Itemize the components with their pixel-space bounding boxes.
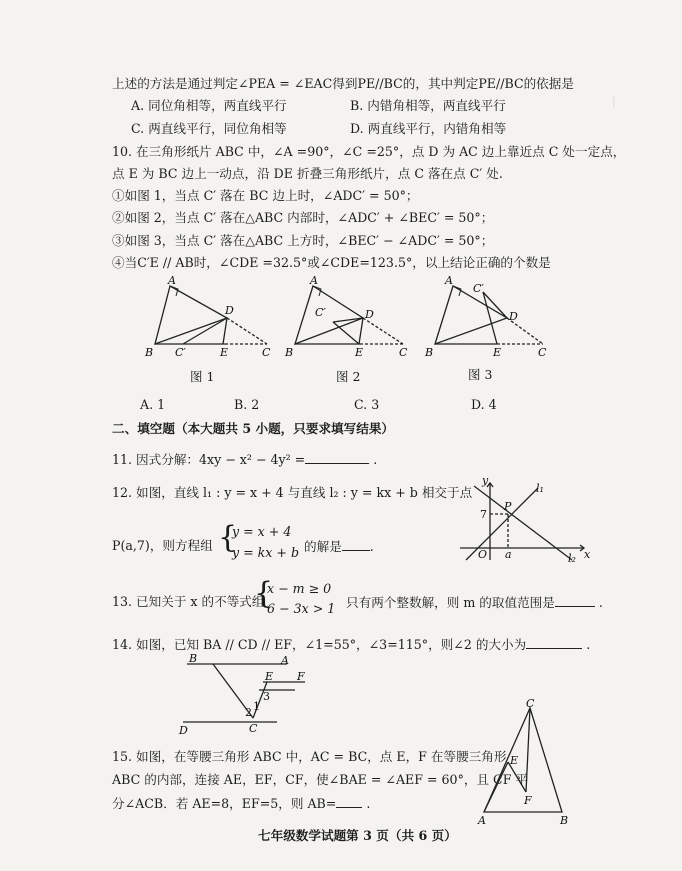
q10-answer-a: A. 1: [140, 397, 166, 412]
q15-figure: [476, 698, 586, 828]
q11-answer-blank[interactable]: [305, 451, 369, 464]
q12-stem-2-suffix: 的解是 .: [304, 539, 374, 554]
q10-answer-b: B. 2: [234, 397, 260, 412]
q14-label-b: B: [189, 652, 198, 665]
fig2-label-c-prime: C′: [315, 306, 326, 319]
q14-stem: 14. 如图，已知 BA // CD // EF，∠1=55°，∠3=115°，则∠2 的大小为: [112, 637, 527, 652]
q13-system-ineq1: x − m ≥ 0: [267, 581, 332, 596]
q11-stem: 11. 因式分解：4xy − x² − 4y² =: [112, 452, 306, 467]
q15-stem-3-text: 分∠ACB．若 AE=8，EF=5，则 AB=: [112, 796, 337, 811]
fig2-label-c: C: [399, 346, 408, 359]
q12-system-eq1: y = x + 4: [232, 524, 292, 539]
q9-option-b: B. 内错角相等，两直线平行: [350, 98, 506, 113]
q14-label-d: D: [179, 724, 188, 737]
q15-label-a: A: [478, 814, 486, 827]
q15-stem-2: ABC 的内部，连接 AE，EF，CF，使∠BAE = ∠AEF = 60°，且 CF 平: [112, 772, 529, 787]
q14-label-c: C: [249, 722, 258, 735]
q12-graph-label-a: a: [505, 548, 512, 561]
q9-option-d: D. 两直线平行，内错角相等: [350, 121, 507, 136]
fig1-label-b: B: [145, 346, 154, 359]
fig1-label-c: C: [262, 346, 271, 359]
q12-graph-label-l1: l₁: [536, 482, 544, 495]
fig2-label-d: D: [365, 308, 374, 321]
q12-system-brace: {: [218, 520, 238, 555]
q12-graph-label-7: 7: [480, 508, 487, 521]
q13-answer-blank[interactable]: [555, 594, 595, 607]
q13-stem-prefix: 13. 已知关于 x 的不等式组: [112, 594, 265, 609]
fig1-label-d: D: [225, 304, 234, 317]
fig1-label-a: A: [168, 274, 176, 287]
figure-2-caption: 图 2: [336, 369, 361, 384]
fig3-label-c-prime: C′: [473, 282, 484, 295]
fig1-label-e: E: [220, 346, 229, 359]
fig3-label-c: C: [538, 346, 547, 359]
fig2-label-b: B: [285, 346, 294, 359]
q12-suffix-text: 的解是: [304, 539, 342, 554]
q15-label-b: B: [560, 814, 569, 827]
q15-answer-blank[interactable]: [336, 795, 362, 808]
q14-figure: [175, 652, 335, 737]
figure-3: [425, 274, 565, 359]
q10-answer-d: D. 4: [471, 397, 497, 412]
q14-label-1: 1: [253, 700, 260, 713]
q15-stem-1: 15. 如图，在等腰三角形 ABC 中，AC = BC，点 E，F 在等腰三角形: [112, 749, 507, 764]
figure-1-caption: 图 1: [190, 369, 215, 384]
q12-answer-blank[interactable]: [342, 538, 370, 551]
q13-suffix-text: 只有两个整数解，则 m 的取值范围是: [346, 595, 555, 610]
q12-graph: [460, 474, 591, 565]
q13-system-brace: {: [254, 576, 274, 611]
figure-2: [285, 274, 425, 359]
q12-graph-label-y: y: [482, 474, 489, 487]
q10-statement-2: ②如图 2，当点 C′ 落在△ABC 内部时，∠ADC′ + ∠BEC′ = 50°；: [112, 210, 494, 225]
q10-stem-1: 10. 在三角形纸片 ABC 中，∠A =90°，∠C =25°，点 D 为 AC 边上靠近点 C 处一定点，: [112, 144, 626, 159]
q15-label-f: F: [524, 794, 532, 807]
q12-stem-1: 12. 如图，直线 l₁ : y = x + 4 与直线 l₂ : y = kx + b 相交于点: [112, 485, 473, 500]
q12-graph-label-o: O: [478, 548, 488, 561]
bleed-through-mark: |: [612, 95, 616, 108]
q12-system-eq2: y = kx + b: [232, 545, 300, 560]
fig3-label-b: B: [425, 346, 434, 359]
q9-tail-line: 上述的方法是通过判定∠PEA = ∠EAC得到PE//BC的，其中判定PE//BC的依据是: [112, 76, 574, 91]
q15-stem-3: 分∠ACB．若 AE=8，EF=5，则 AB= .: [112, 796, 371, 811]
fig3-label-a: A: [445, 274, 453, 287]
q13-system-ineq2: 6 − 3x > 1: [267, 601, 336, 616]
q12-graph-label-l2: l₂: [568, 552, 576, 565]
q12-graph-label-p: P: [504, 500, 512, 513]
fig2-label-a: A: [310, 274, 318, 287]
q15-label-c: C: [526, 697, 535, 710]
q14-answer-blank[interactable]: [526, 636, 582, 649]
q9-option-c: C. 两直线平行，同位角相等: [131, 121, 287, 136]
q15-label-e: E: [510, 754, 519, 767]
q14-label-e: E: [265, 670, 274, 683]
q10-statement-1: ①如图 1，当点 C′ 落在 BC 边上时，∠ADC′ = 50°；: [112, 188, 419, 203]
q12-graph-label-x: x: [584, 548, 591, 561]
q14-label-f: F: [297, 670, 305, 683]
q14-label-3: 3: [263, 690, 270, 703]
q11-text: 11. 因式分解：4xy − x² − 4y² = .: [112, 452, 378, 467]
q14-label-a: A: [281, 654, 289, 667]
figure-1: [145, 274, 285, 359]
fig2-label-e: E: [355, 346, 364, 359]
q14-label-2: 2: [245, 706, 252, 719]
fig3-label-e: E: [493, 346, 502, 359]
q10-statement-4: ④当C′E // AB时，∠CDE =32.5°或∠CDE=123.5°，以上结论正确的个数是: [112, 255, 551, 270]
q10-stem-2: 点 E 为 BC 边上一动点，沿 DE 折叠三角形纸片，点 C 落在点 C′ 处.: [112, 166, 503, 181]
figure-3-caption: 图 3: [468, 367, 493, 382]
page-footer: 七年级数学试题第 3 页（共 6 页）: [258, 828, 457, 843]
q10-statement-3: ③如图 3，当点 C′ 落在△ABC 上方时，∠BEC′ − ∠ADC′ = 50°；: [112, 233, 494, 248]
q14-text: 14. 如图，已知 BA // CD // EF，∠1=55°，∠3=115°，则∠2 的大小为 .: [112, 637, 591, 652]
section-2-heading: 二、填空题（本大题共 5 小题，只要求填写结果）: [112, 421, 395, 436]
q12-stem-2-prefix: P(a,7)，则方程组: [112, 538, 213, 553]
q9-option-a: A. 同位角相等，两直线平行: [131, 98, 287, 113]
q13-stem-suffix: 只有两个整数解，则 m 的取值范围是 .: [346, 595, 603, 610]
fig1-label-c-prime: C′: [175, 346, 186, 359]
q10-answer-c: C. 3: [354, 397, 380, 412]
fig3-label-d: D: [509, 310, 518, 323]
